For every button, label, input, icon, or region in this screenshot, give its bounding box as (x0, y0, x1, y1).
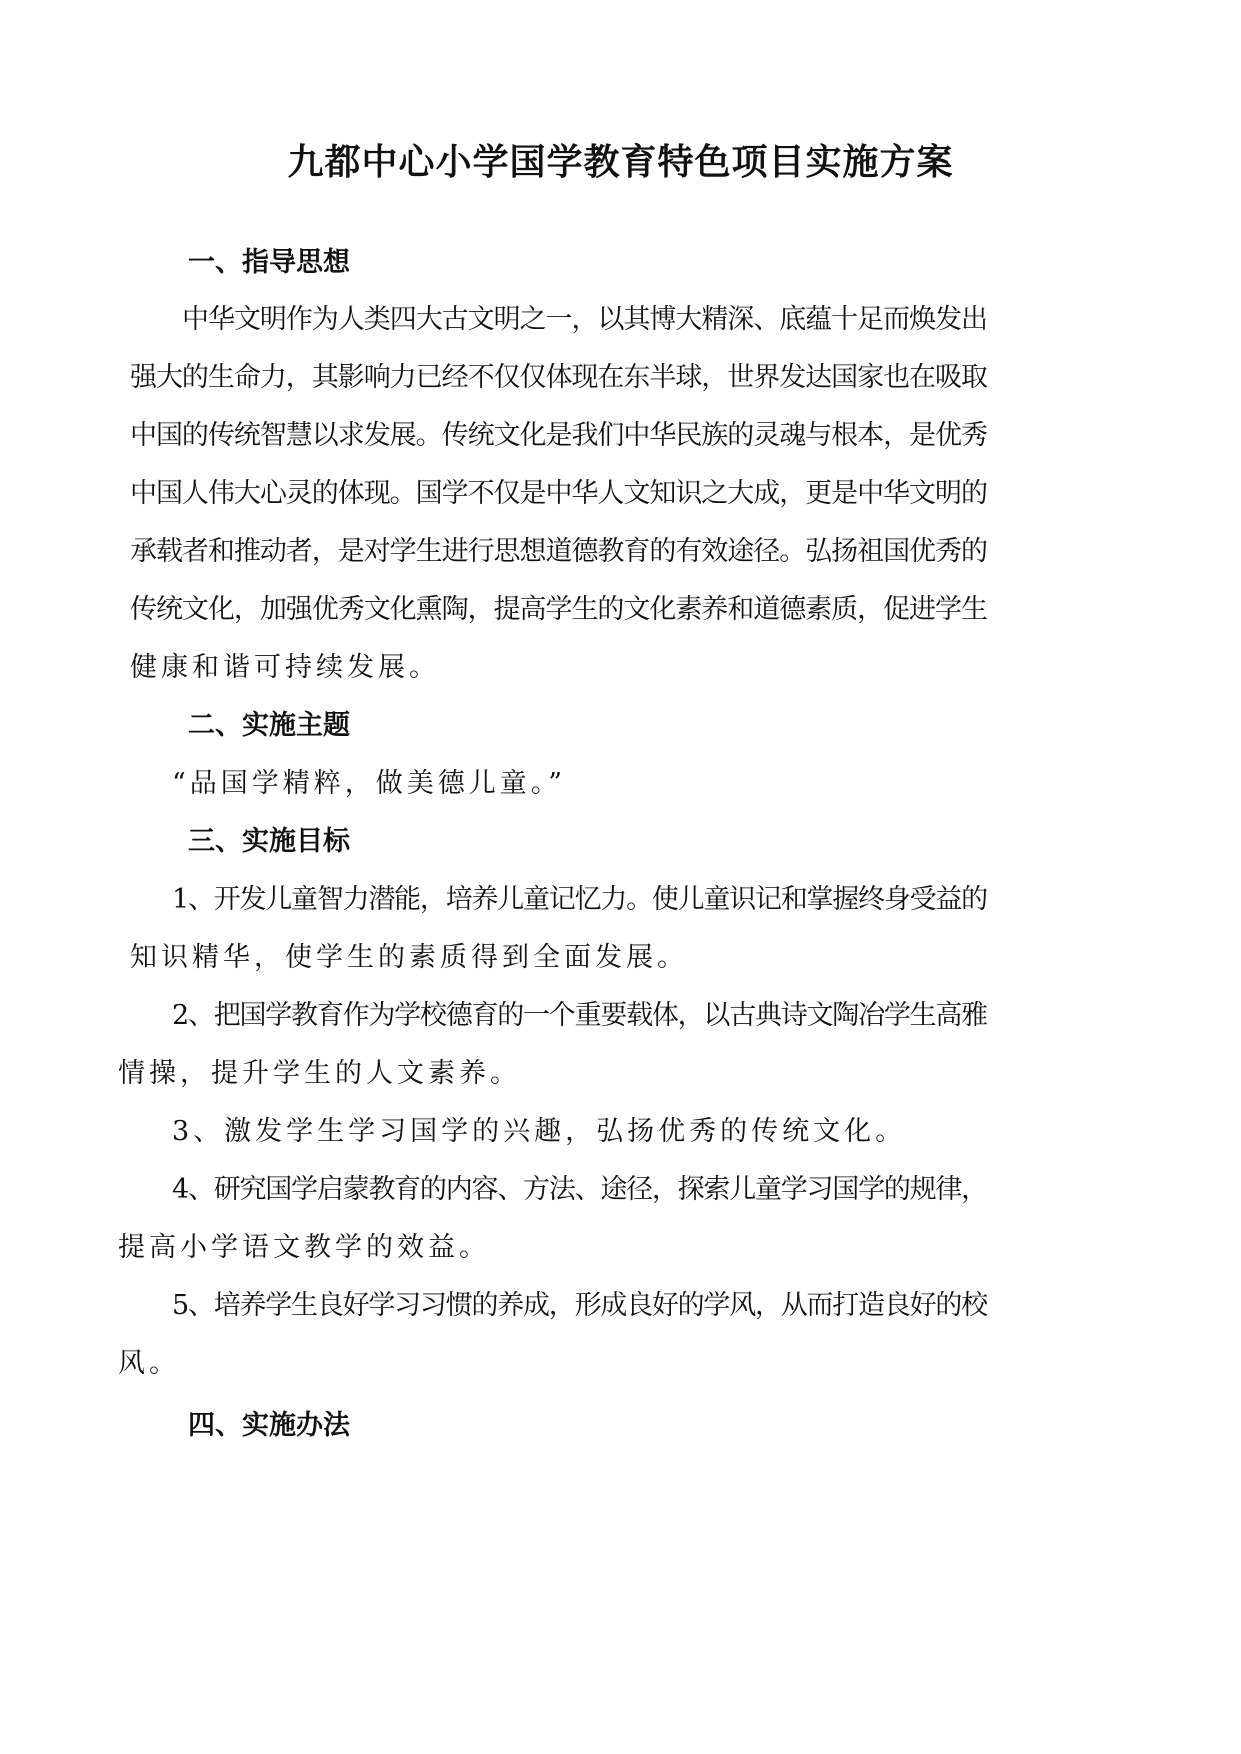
goal-line: 提高小学语文教学的效益。 (118, 1232, 490, 1263)
goal-line: 情操，提升学生的人文素养。 (118, 1058, 521, 1089)
goal-line: 3、激发学生学习国学的兴趣，弘扬优秀的传统文化。 (172, 1116, 907, 1147)
document-title: 九都中心小学国学教育特色项目实施方案 (287, 142, 954, 183)
theme-slogan: “品国学精粹，做美德儿童。” (172, 768, 567, 799)
goal-line: 2、把国学教育作为学校德育的一个重要载体，以古典诗文陶冶学生高雅 (172, 1000, 987, 1031)
goal-line: 4、研究国学启蒙教育的内容、方法、途径，探索儿童学习国学的规律， (172, 1174, 987, 1205)
goal-line: 1、开发儿童智力潜能，培养儿童记忆力。使儿童识记和掌握终身受益的 (172, 884, 987, 915)
goal-line: 风。 (118, 1348, 180, 1379)
paragraph-line: 强大的生命力，其影响力已经不仅仅体现在东半球，世界发达国家也在吸取 (130, 362, 987, 393)
section-heading-theme: 二、实施主题 (188, 710, 350, 741)
paragraph-line: 中国的传统智慧以求发展。传统文化是我们中华民族的灵魂与根本，是优秀 (130, 420, 987, 451)
section-heading-goals: 三、实施目标 (188, 826, 350, 857)
paragraph-line: 健康和谐可持续发展。 (130, 652, 440, 683)
paragraph-line: 承载者和推动者，是对学生进行思想道德教育的有效途径。弘扬祖国优秀的 (130, 536, 987, 567)
paragraph-line: 中国人伟大心灵的体现。国学不仅是中华人文知识之大成，更是中华文明的 (130, 478, 987, 509)
paragraph-line: 传统文化，加强优秀文化熏陶，提高学生的文化素养和道德素质，促进学生 (130, 594, 987, 625)
paragraph-line: 中华文明作为人类四大古文明之一，以其博大精深、底蕴十足而焕发出 (182, 304, 987, 335)
goal-line: 5、培养学生良好学习习惯的养成，形成良好的学风，从而打造良好的校 (172, 1290, 987, 1321)
section-heading-guiding-ideology: 一、指导思想 (188, 247, 350, 278)
section-heading-methods: 四、实施办法 (188, 1410, 350, 1441)
goal-line: 知识精华，使学生的素质得到全面发展。 (130, 942, 688, 973)
